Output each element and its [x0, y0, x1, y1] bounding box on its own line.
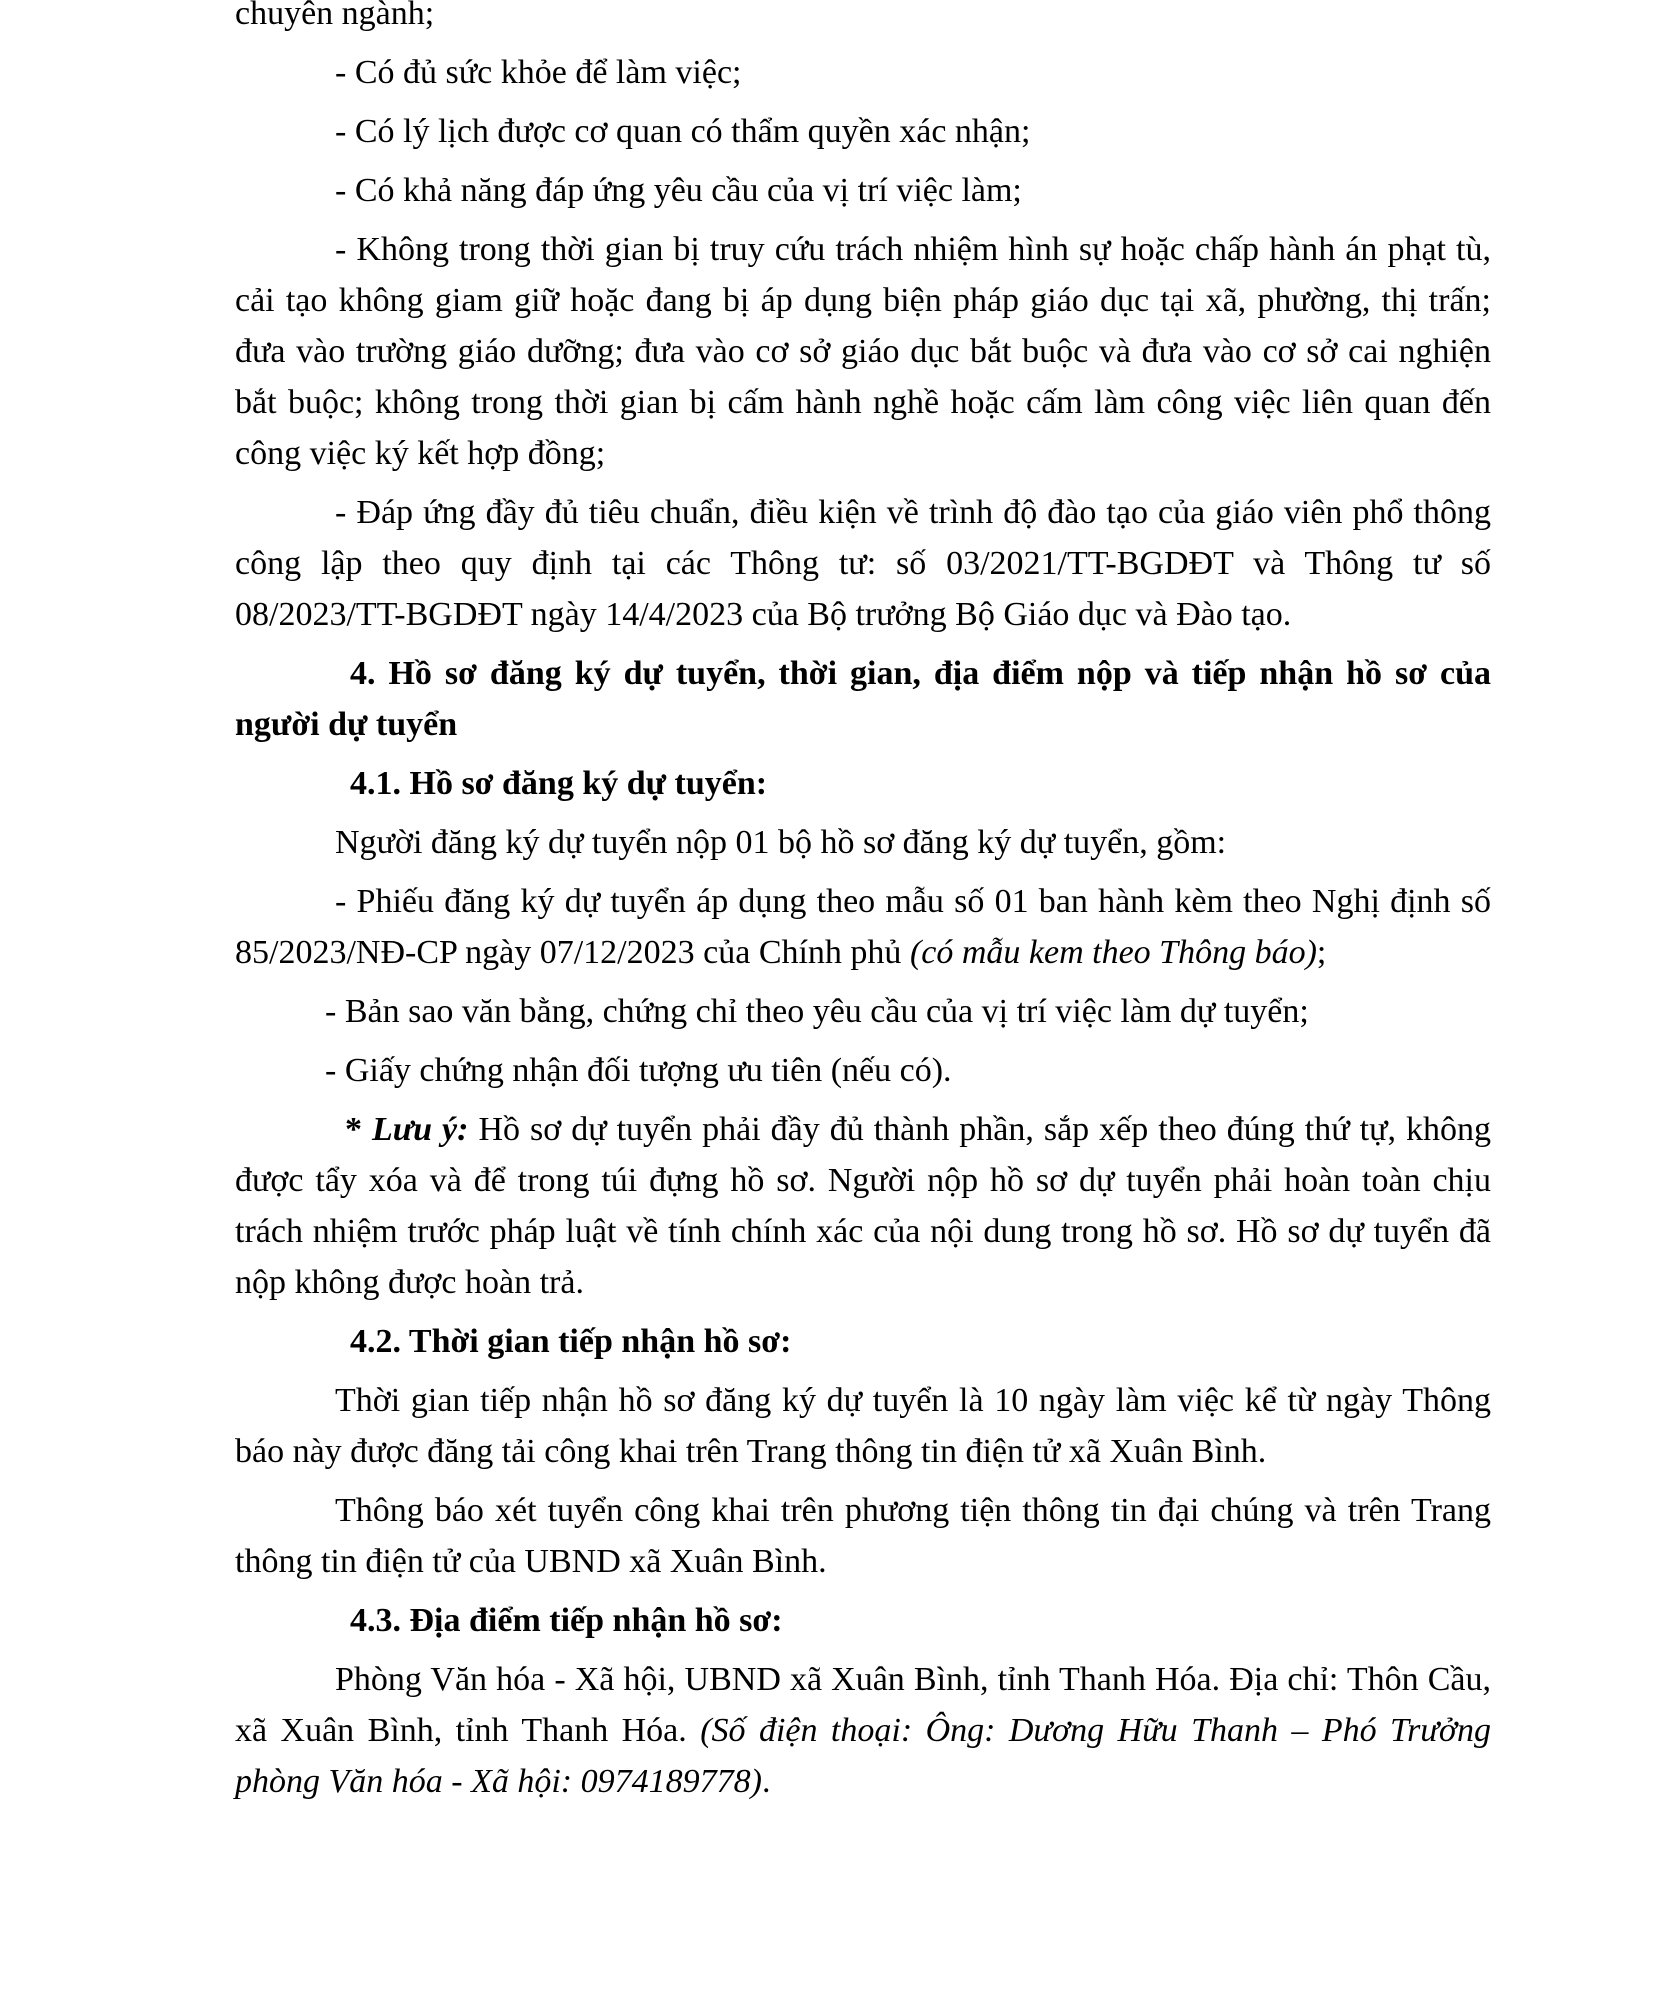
section-heading-4: 4. Hồ sơ đăng ký dự tuyển, thời gian, địa điểm nộp và tiếp nhận hồ sơ của người dự tuyển: [235, 655, 1491, 743]
application-diploma-item: - Bản sao văn bằng, chứng chỉ theo yêu cầu của vị trí việc làm dự tuyển;: [325, 993, 1309, 1030]
document-page: [235, 0, 1491, 1815]
public-announcement-text: Thông báo xét tuyển công khai trên phương tiện thông tin đại chúng và trên Trang thông tin điện tử của UBND xã Xuân Bình.: [235, 1492, 1491, 1580]
section-heading-4-1: 4.1. Hồ sơ đăng ký dự tuyển:: [350, 765, 768, 802]
note-star: *: [345, 1111, 372, 1148]
requirement-capability: - Có khả năng đáp ứng yêu cầu của vị trí việc làm;: [335, 172, 1022, 209]
location-address: Phòng Văn hóa - Xã hội, UBND xã Xuân Bình, tỉnh Thanh Hóa. Địa chỉ: Thôn Cầu, xã Xuân Bình, tỉnh Thanh Hóa.: [235, 1661, 1491, 1749]
paragraph-continuation: chuyên ngành;: [235, 0, 435, 32]
requirement-training-standard: - Đáp ứng đầy đủ tiêu chuẩn, điều kiện về trình độ đào tạo của giáo viên phổ thông công lập theo quy định tại các Thông tư: số 03/2021/TT-BGDĐT và Thông tư số 08/2023/TT-BGDĐT ngày 14/4/2023 của Bộ trưởng Bộ Giáo dục và Đào tạo.: [235, 494, 1491, 633]
requirement-no-criminal-record: - Không trong thời gian bị truy cứu trách nhiệm hình sự hoặc chấp hành án phạt tù, cải tạo không giam giữ hoặc đang bị áp dụng biện pháp giáo dục tại xã, phường, thị trấn; đưa vào trường giáo dưỡng; đưa vào cơ sở giáo dục bắt buộc và đưa vào cơ sở cai nghiện bắt buộc; không trong thời gian bị cấm hành nghề hoặc cấm làm công việc liên quan đến công việc ký kết hợp đồng;: [235, 231, 1491, 472]
application-form-text: - Phiếu đăng ký dự tuyển áp dụng theo mẫu số 01 ban hành kèm theo Nghị định số 85/2023/NĐ-CP ngày 07/12/2023 của Chính phủ: [235, 883, 1491, 971]
application-intro: Người đăng ký dự tuyển nộp 01 bộ hồ sơ đăng ký dự tuyển, gồm:: [335, 824, 1227, 861]
location-contact: (Số điện thoại: Ông: Dương Hữu Thanh – Phó Trưởng phòng Văn hóa - Xã hội: 0974189778): [235, 1712, 1491, 1800]
application-priority-item: - Giấy chứng nhận đối tượng ưu tiên (nếu có).: [325, 1052, 952, 1089]
requirement-health: - Có đủ sức khỏe để làm việc;: [335, 54, 742, 91]
section-heading-4-2: 4.2. Thời gian tiếp nhận hồ sơ:: [350, 1323, 792, 1360]
application-form-note: (có mẫu kem theo Thông báo): [909, 934, 1317, 971]
application-form-end: ;: [1316, 934, 1327, 971]
requirement-background: - Có lý lịch được cơ quan có thẩm quyền xác nhận;: [335, 113, 1031, 150]
receiving-location-text: [235, 1654, 1491, 1807]
application-form-item: [235, 876, 1491, 978]
receiving-time-text: Thời gian tiếp nhận hồ sơ đăng ký dự tuyển là 10 ngày làm việc kể từ ngày Thông báo này được đăng tải công khai trên Trang thông tin điện tử xã Xuân Bình.: [235, 1382, 1491, 1470]
location-end: .: [761, 1763, 771, 1800]
note-label: Lưu ý:: [372, 1111, 469, 1148]
note-text: Hồ sơ dự tuyển phải đầy đủ thành phần, sắp xếp theo đúng thứ tự, không được tẩy xóa và để trong túi đựng hồ sơ. Người nộp hồ sơ dự tuyển phải hoàn toàn chịu trách nhiệm trước pháp luật về tính chính xác của nội dung trong hồ sơ. Hồ sơ dự tuyển đã nộp không được hoàn trả.: [235, 1111, 1491, 1301]
section-heading-4-3: 4.3. Địa điểm tiếp nhận hồ sơ:: [350, 1602, 783, 1639]
application-note: [235, 1104, 1491, 1308]
